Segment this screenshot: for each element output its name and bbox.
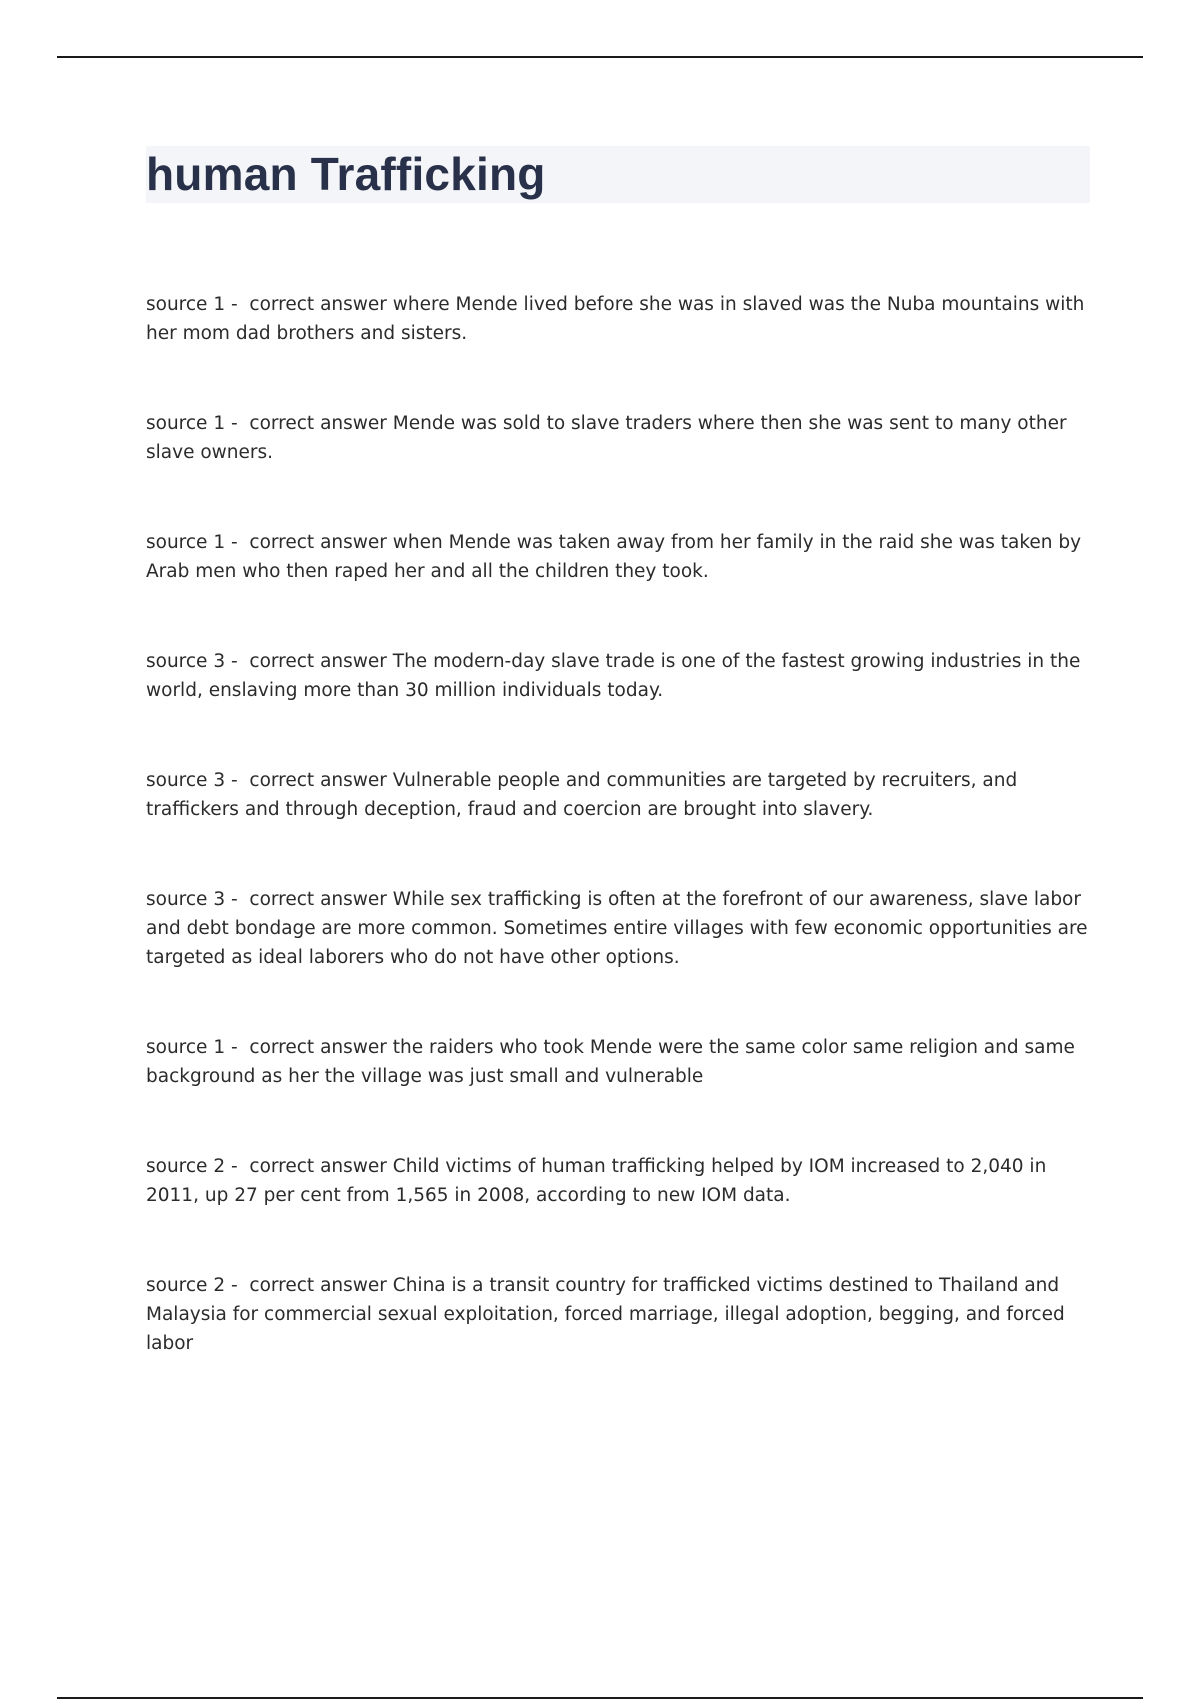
entry-separator: correct answer: [243, 532, 393, 553]
entry-separator: correct answer: [243, 1156, 393, 1177]
entry-list: [146, 290, 1090, 1419]
entry-text: the raiders who took Mende were the same color same religion and same background as her the village was just small and vulnerable: [146, 1037, 1075, 1087]
entry-source: source 1 -: [146, 1037, 244, 1058]
top-rule: [57, 56, 1143, 58]
entry-text: where Mende lived before she was in slaved was the Nuba mountains with her mom dad brothers and sisters.: [146, 294, 1085, 344]
bottom-rule: [57, 1697, 1143, 1699]
entry: [146, 1033, 1090, 1091]
entry-source: source 1 -: [146, 413, 244, 434]
entry-text: when Mende was taken away from her family in the raid she was taken by Arab men who then raped her and all the children they took.: [146, 532, 1082, 582]
entry-separator: correct answer: [243, 413, 393, 434]
entry-source: source 1 -: [146, 532, 244, 553]
entry-source: source 1 -: [146, 294, 244, 315]
entry: [146, 290, 1090, 348]
document-title: human Trafficking: [146, 148, 546, 200]
entry: [146, 885, 1090, 972]
entry-source: source 2 -: [146, 1156, 244, 1177]
entry-text: Mende was sold to slave traders where then she was sent to many other slave owners.: [146, 413, 1067, 463]
entry-text: Child victims of human trafficking helped by IOM increased to 2,040 in 2011, up 27 per cent from 1,565 in 2008, according to new IOM data.: [146, 1156, 1047, 1206]
entry-source: source 3 -: [146, 651, 244, 672]
entry-separator: correct answer: [243, 294, 393, 315]
entry-text: China is a transit country for trafficked victims destined to Thailand and Malaysia for commercial sexual exploitation, forced marriage, illegal adoption, begging, and forced labor: [146, 1275, 1065, 1354]
entry: [146, 1152, 1090, 1210]
entry: [146, 528, 1090, 586]
entry-text: The modern-day slave trade is one of the fastest growing industries in the world, enslaving more than 30 million individuals today.: [146, 651, 1081, 701]
entry-source: source 2 -: [146, 1275, 244, 1296]
entry-source: source 3 -: [146, 770, 244, 791]
entry-source: source 3 -: [146, 889, 244, 910]
entry: [146, 1271, 1090, 1358]
entry: [146, 647, 1090, 705]
entry-separator: correct answer: [243, 651, 393, 672]
entry-separator: correct answer: [243, 1037, 393, 1058]
entry: [146, 409, 1090, 467]
entry-separator: correct answer: [243, 770, 393, 791]
entry-separator: correct answer: [243, 1275, 393, 1296]
entry: [146, 766, 1090, 824]
entry-text: Vulnerable people and communities are targeted by recruiters, and traffickers and through deception, fraud and coercion are brought into slavery.: [146, 770, 1018, 820]
entry-text: While sex trafficking is often at the forefront of our awareness, slave labor and debt bondage are more common. Sometimes entire villages with few economic opportunities are targeted as ideal laborers who do not have other options.: [146, 889, 1088, 968]
entry-separator: correct answer: [243, 889, 393, 910]
